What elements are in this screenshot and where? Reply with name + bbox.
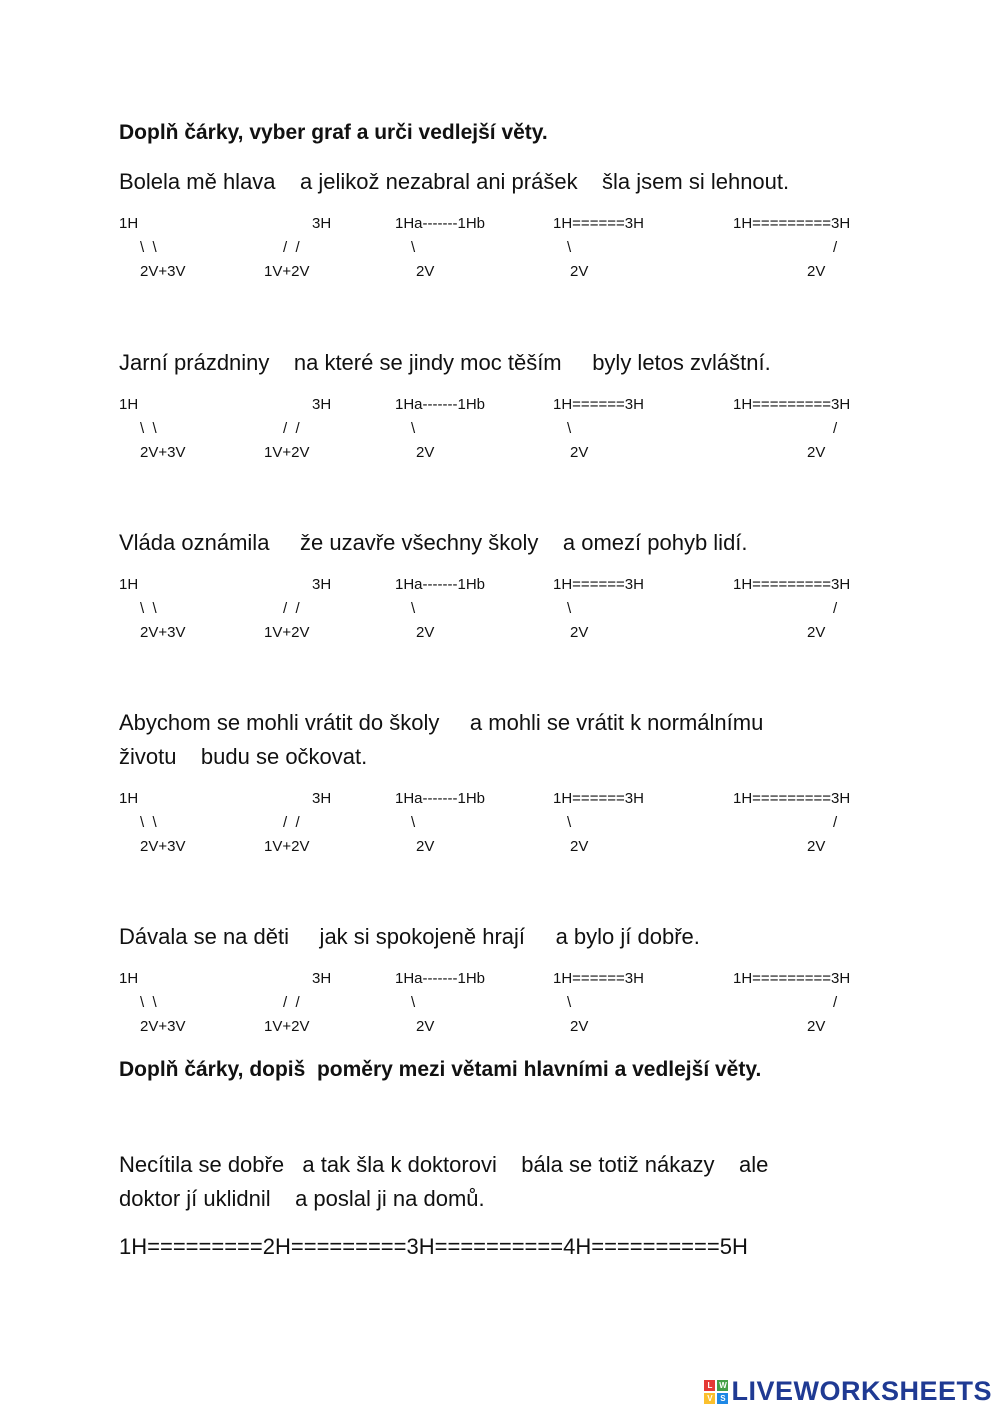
graph-label: 1Ha-------1Hb xyxy=(395,970,485,987)
graph-label: 1H xyxy=(119,215,139,232)
graph-label: 1H=========3H xyxy=(733,576,851,593)
graph-label: 1V+2V xyxy=(264,1018,310,1035)
graph-label: 2V xyxy=(570,1018,589,1035)
graph-label: 1Ha-------1Hb xyxy=(395,215,485,232)
graph-label: 1H======3H xyxy=(553,576,644,593)
graph-branch: \ xyxy=(567,239,572,256)
graph-label: 3H xyxy=(312,576,332,593)
graph-label: 1H======3H xyxy=(553,396,644,413)
liveworksheets-logo xyxy=(704,1376,992,1407)
graph-label: 2V xyxy=(416,624,435,641)
graph-label: 3H xyxy=(312,396,332,413)
logo-mark-icon xyxy=(704,1380,728,1404)
graph-label: 2V xyxy=(416,838,435,855)
graph-label: 2V xyxy=(416,263,435,280)
exercise-sentence: Dávala se na děti jak si spokojeně hrají a bylo jí dobře. xyxy=(119,924,700,949)
graph-label: 1H=========3H xyxy=(733,396,851,413)
graph-label: 2V+3V xyxy=(140,838,186,855)
graph-label: 1H======3H xyxy=(553,970,644,987)
graph-label: 2V xyxy=(570,838,589,855)
graph-branch: \ xyxy=(411,420,416,437)
graph-branch: \ \ xyxy=(140,420,157,437)
logo-cell: W xyxy=(719,1380,727,1390)
graph-label: 1Ha-------1Hb xyxy=(395,396,485,413)
graph-branch: \ xyxy=(411,994,416,1011)
final-sentence-continued: doktor jí uklidnil a poslal ji na domů. xyxy=(119,1186,485,1211)
graph-label: 2V xyxy=(807,263,826,280)
graph-branch: / xyxy=(833,994,838,1011)
graph-label: 1H======3H xyxy=(553,215,644,232)
graph-label: 2V+3V xyxy=(140,263,186,280)
graph-label: 2V xyxy=(570,624,589,641)
graph-label: 1V+2V xyxy=(264,838,310,855)
final-sentence: Necítila se dobře a tak šla k doktorovi bála se totiž nákazy ale xyxy=(119,1152,769,1177)
graph-branch: \ \ xyxy=(140,994,157,1011)
graph-branch: \ xyxy=(411,600,416,617)
graph-label: 1H xyxy=(119,970,139,987)
graph-branch: / / xyxy=(283,814,300,831)
graph-label: 1H xyxy=(119,790,139,807)
logo-text: LIVEWORKSHEETS xyxy=(731,1376,992,1406)
graph-label: 1V+2V xyxy=(264,263,310,280)
graph-branch: \ xyxy=(567,420,572,437)
graph-label: 2V xyxy=(807,624,826,641)
graph-branch: \ \ xyxy=(140,814,157,831)
graph-label: 2V xyxy=(807,1018,826,1035)
graph-branch: \ \ xyxy=(140,600,157,617)
graph-branch: \ \ xyxy=(140,239,157,256)
clause-relation-chain: 1H=========2H=========3H==========4H==========5H xyxy=(119,1234,748,1259)
graph-label: 1V+2V xyxy=(264,444,310,461)
graph-branch: / / xyxy=(283,420,300,437)
heading-section-2: Doplň čárky, dopiš poměry mezi větami hlavními a vedlejší věty. xyxy=(119,1058,762,1081)
graph-branch: / xyxy=(833,239,838,256)
exercise-sentence-continued: životu budu se očkovat. xyxy=(119,744,368,769)
graph-label: 2V+3V xyxy=(140,1018,186,1035)
graph-label: 3H xyxy=(312,970,332,987)
exercise-sentence: Abychom se mohli vrátit do školy a mohli se vrátit k normálnímu xyxy=(119,710,764,735)
graph-label: 2V+3V xyxy=(140,624,186,641)
graph-branch: \ xyxy=(567,994,572,1011)
graph-branch: / xyxy=(833,420,838,437)
graph-label: 3H xyxy=(312,215,332,232)
graph-branch: \ xyxy=(411,239,416,256)
graph-label: 1H xyxy=(119,576,139,593)
graph-label: 1Ha-------1Hb xyxy=(395,576,485,593)
graph-branch: / / xyxy=(283,600,300,617)
graph-label: 2V xyxy=(416,444,435,461)
graph-label: 1H xyxy=(119,396,139,413)
graph-label: 2V xyxy=(416,1018,435,1035)
graph-label: 2V xyxy=(570,444,589,461)
logo-cell: S xyxy=(717,1393,728,1404)
heading-section-1: Doplň čárky, vyber graf a urči vedlejší věty. xyxy=(119,121,548,144)
logo-cell: L xyxy=(704,1380,715,1391)
graph-branch: / xyxy=(833,600,838,617)
graph-branch: \ xyxy=(567,600,572,617)
graph-label: 3H xyxy=(312,790,332,807)
graph-branch: \ xyxy=(411,814,416,831)
graph-label: 2V xyxy=(570,263,589,280)
graph-label: 1H=========3H xyxy=(733,215,851,232)
logo-cell: V xyxy=(704,1393,715,1404)
graph-branch: / xyxy=(833,814,838,831)
graph-label: 1H======3H xyxy=(553,790,644,807)
graph-label: 1Ha-------1Hb xyxy=(395,790,485,807)
graph-label: 1H=========3H xyxy=(733,970,851,987)
graph-branch: \ xyxy=(567,814,572,831)
exercise-sentence: Jarní prázdniny na které se jindy moc těším byly letos zvláštní. xyxy=(119,350,771,375)
exercise-sentence: Bolela mě hlava a jelikož nezabral ani prášek šla jsem si lehnout. xyxy=(119,169,790,194)
graph-branch: / / xyxy=(283,239,300,256)
graph-label: 1V+2V xyxy=(264,624,310,641)
graph-label: 1H=========3H xyxy=(733,790,851,807)
graph-label: 2V xyxy=(807,444,826,461)
graph-label: 2V xyxy=(807,838,826,855)
graph-branch: / / xyxy=(283,994,300,1011)
exercise-sentence: Vláda oznámila že uzavře všechny školy a omezí pohyb lidí. xyxy=(119,530,748,555)
graph-label: 2V+3V xyxy=(140,444,186,461)
